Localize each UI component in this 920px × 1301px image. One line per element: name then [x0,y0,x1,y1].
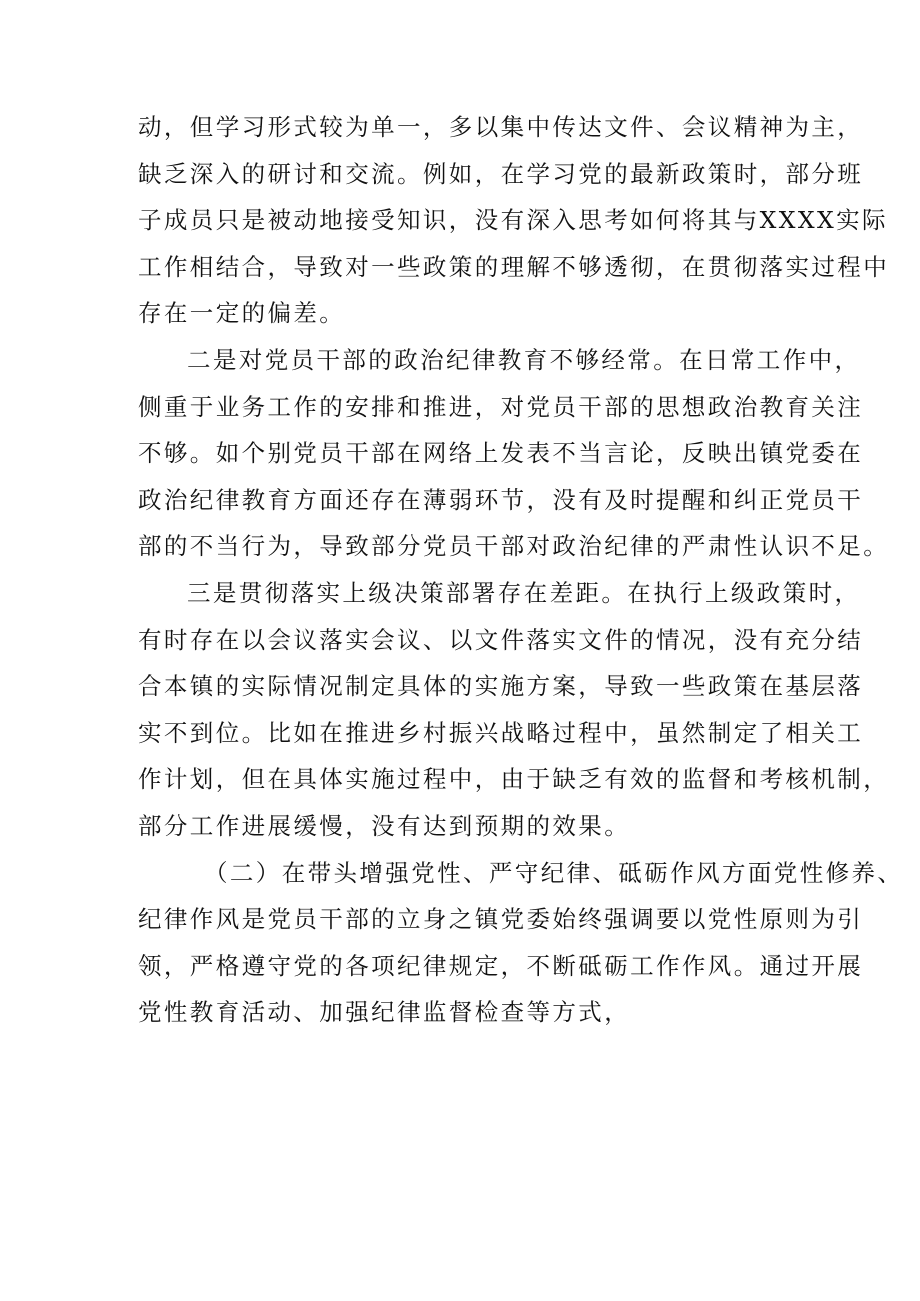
text-line: 合本镇的实际情况制定具体的实施方案，导致一些政策在基层落 [138,672,864,701]
text-line: 党性教育活动、加强纪律监督检查等方式， [138,998,631,1027]
text-line: 部的不当行为，导致部分党员干部对政治纪律的严肃性认识不足。 [138,532,890,561]
text-line: 政治纪律教育方面还存在薄弱环节，没有及时提醒和纠正党员干 [138,485,864,514]
text-line: 领，严格遵守党的各项纪律规定，不断砥砺工作作风。通过开展 [138,951,864,980]
text-line: 工作相结合，导致对一些政策的理解不够透彻，在贯彻落实过程中 [138,252,890,281]
text-line: 不够。如个别党员干部在网络上发表不当言论，反映出镇党委在 [138,439,864,468]
text-line: 部分工作进展缓慢，没有达到预期的效果。 [138,811,631,840]
text-line: 侧重于业务工作的安排和推进，对党员干部的思想政治教育关注 [138,392,864,421]
text-line: 实不到位。比如在推进乡村振兴战略过程中，虽然制定了相关工 [138,718,864,747]
section-heading-line: （二）在带头增强党性、严守纪律、砥砺作风方面党性修养、 [204,858,904,887]
text-line: 子成员只是被动地接受知识，没有深入思考如何将其与XXXX实际 [138,206,888,235]
text-line: 作计划，但在具体实施过程中，由于缺乏有效的监督和考核机制， [138,765,890,794]
text-line: 动，但学习形式较为单一，多以集中传达文件、会议精神为主， [138,113,864,141]
text-line: 存在一定的偏差。 [138,299,346,328]
text-line: 纪律作风是党员干部的立身之镇党委始终强调要以党性原则为引 [138,905,864,934]
text-line: 缺乏深入的研讨和交流。例如，在学习党的最新政策时，部分班 [138,159,864,188]
text-line: 有时存在以会议落实会议、以文件落实文件的情况，没有充分结 [138,625,864,654]
paragraph-start-line: 三是贯彻落实上级决策部署存在差距。在执行上级政策时， [187,578,861,607]
paragraph-start-line: 二是对党员干部的政治纪律教育不够经常。在日常工作中， [187,345,861,374]
document-body [138,104,904,1036]
